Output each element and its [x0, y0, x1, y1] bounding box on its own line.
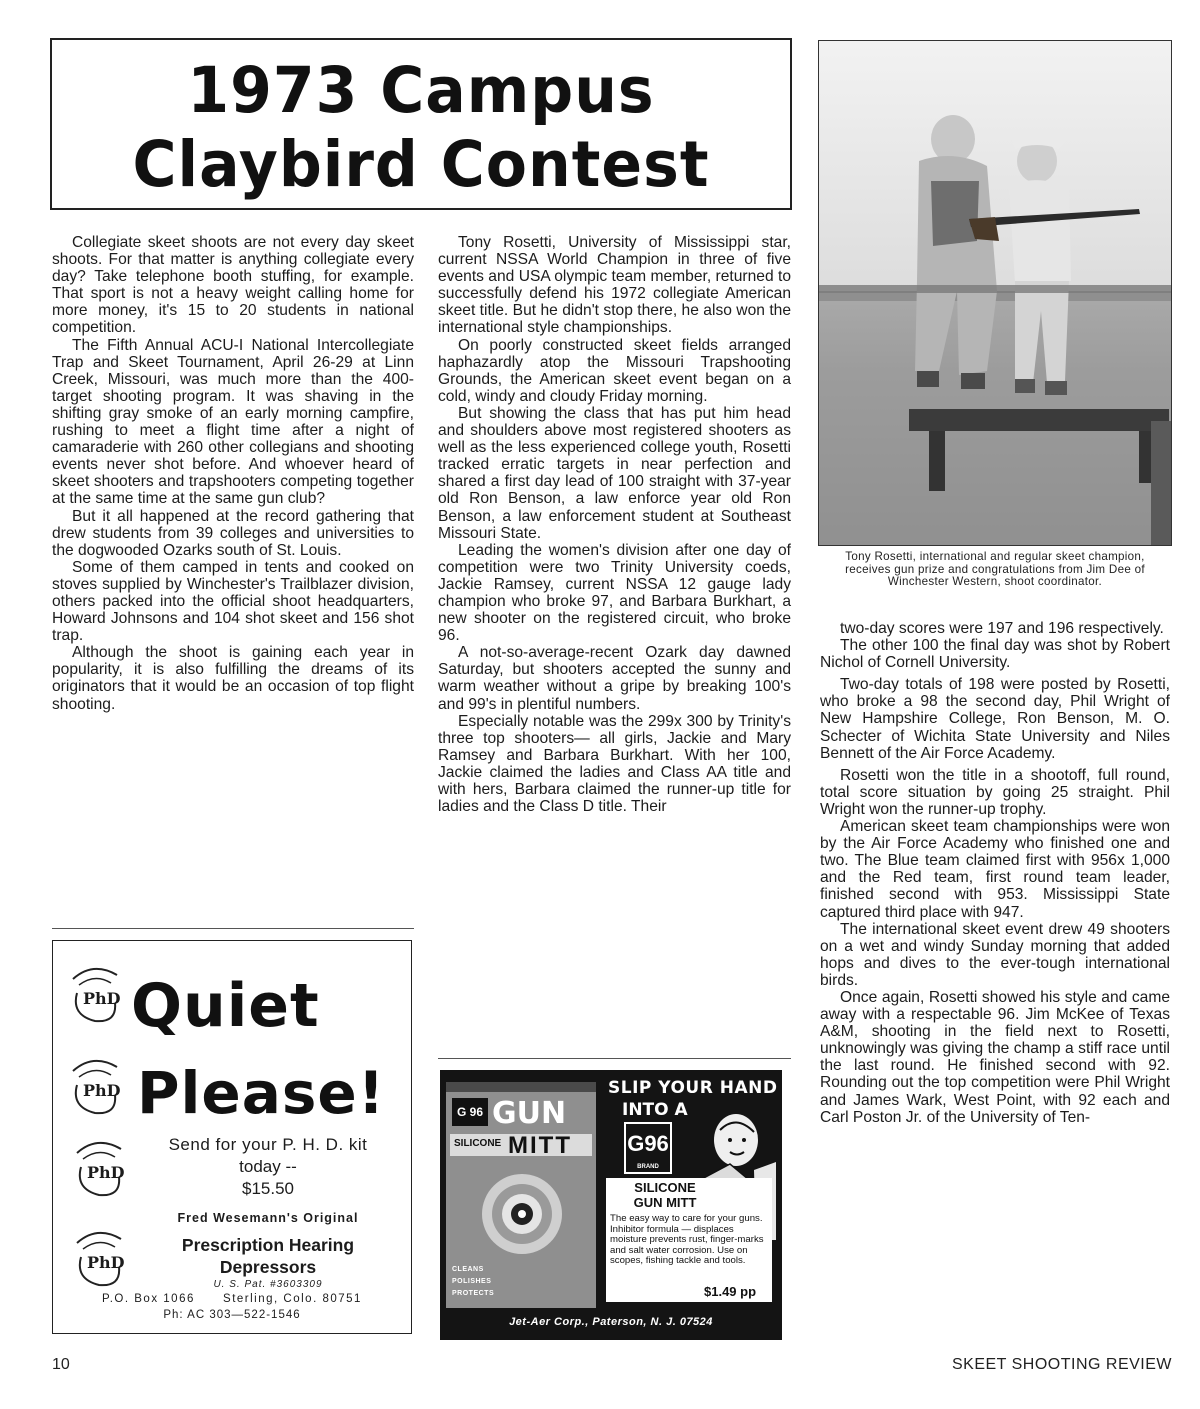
phd-logo-mark: PhD	[87, 1163, 125, 1182]
package-protects: PROTECTS	[452, 1290, 495, 1297]
package-polishes: POLISHES	[452, 1278, 492, 1285]
paragraph: Especially notable was the 299x 300 by Trinity's three top shooters— all girls, Jackie and Mary Ramsey and Barbara Burkhart. With her 100, Jackie claimed the ladies and Class AA title and with hers, Barbara claimed the runner-up title for ladies and the Class D title. Their	[438, 712, 791, 816]
g96-silicone-gun-mitt-advertisement	[440, 1070, 782, 1340]
quiet-please-advertisement	[52, 940, 412, 1334]
package-mitt-word: MITT	[508, 1132, 572, 1159]
paragraph: Collegiate skeet shoots are not every day skeet shoots. For that matter is anything collegiate every day? Take telephone booth stuffing, for example. That sport is not a heavy weight calling home for more money, it's 15 to 20 students in national competition.	[52, 234, 414, 337]
headline-line-1: 1973 Campus	[187, 54, 655, 128]
price: $15.50	[242, 1179, 294, 1198]
package-g96-logo: G 96	[452, 1098, 488, 1126]
headline-into-a: INTO A	[622, 1100, 688, 1120]
mitt-package	[446, 1082, 596, 1308]
phd-logo-mark: PhD	[83, 989, 121, 1008]
g96-brand-text: G96	[627, 1131, 669, 1156]
phone-number: Ph: AC 303—522-1546	[163, 1309, 301, 1321]
photo-caption: Tony Rosetti, international and regular skeet champion, receives gun prize and congratulations from Jim Dee of Winchester Western, shoot coordinator.	[845, 550, 1145, 589]
phd-logo-mark: PhD	[83, 1081, 121, 1100]
article-column-2	[438, 234, 791, 815]
send-line-2: today --	[239, 1157, 297, 1176]
paragraph: But it all happened at the record gathering that drew students from 39 colleges and universities to the dogwooded Ozarks south of St. Louis.	[52, 507, 414, 559]
g96-brand-logo	[624, 1122, 672, 1174]
paragraph: But showing the class that has put him head and shoulders above most registered shooters as well as the less experienced college youth, Rosetti tracked erratic targets in near perfection and shared a first day lead of 100 straight with 37-year old Ron Benson, a law enforce year old Ron Benson, a law enforcement student at Southeast Missouri State.	[438, 404, 791, 542]
paragraph: American skeet team championships were won by the Air Force Academy who finished one and two. The Blue team claimed first with 956x 1,000 and the Red team, first round team leader, finished second with 953. Mississippi State captured third place with 947.	[820, 818, 1170, 921]
paragraph: Rosetti won the title in a shootoff, full round, total score situation by going 25 straight. Phil Wright won the runner-up trophy.	[820, 766, 1170, 818]
paragraph: The Fifth Annual ACU-I National Intercollegiate Trap and Skeet Tournament, April 26-29 at Linn Creek, Missouri, was much more than the 400-target shooting program. It was shaving in the shifting gray smoke of an early morning campfire, rushing to meet a flight time after a night of camaraderie with 260 other collegians and shooting events never shot before. And whoever heard of skeet shooters and trapshooters competing together at the same time at the same gun club?	[52, 336, 414, 508]
company-line: Jet-Aer Corp., Paterson, N. J. 07524	[509, 1316, 713, 1328]
mailing-address: P.O. Box 1066 Sterling, Colo. 80751	[102, 1293, 362, 1305]
patent-number: U. S. Pat. #3603309	[213, 1279, 323, 1290]
quiet-word: Quiet	[131, 971, 320, 1041]
paragraph: The international skeet event drew 49 shooters on a wet and windy Sunday morning that added hops and dives to the ever-tough international birds.	[820, 920, 1170, 989]
product-line-1: Prescription Hearing	[181, 1235, 355, 1255]
paragraph: Some of them camped in tents and cooked on stoves supplied by Winchester's Trailblazer division, others packed into the official shoot headquarters, Howard Johnsons and 104 shot skeet and 156 shot trap.	[52, 558, 414, 645]
page-number: 10	[52, 1356, 70, 1373]
package-gun-word: GUN	[492, 1096, 567, 1131]
paragraph: Tony Rosetti, University of Mississippi star, current NSSA World Champion in three of five events and USA olympic team member, returned to successfully defend his 1972 collegiate American skeet title. But he didn't stop there, he also won the international style championships.	[438, 234, 791, 337]
magazine-name: SKEET SHOOTING REVIEW	[951, 1356, 1172, 1373]
original-line: Fred Wesemann's Original	[177, 1211, 359, 1225]
paragraph: The other 100 the final day was shot by Robert Nichol of Cornell University.	[820, 637, 1170, 672]
target-graphic-icon	[480, 1172, 564, 1256]
product-price: $1.49 pp	[704, 1284, 757, 1299]
photo-rosetti-award	[818, 40, 1172, 546]
photo-illustration	[819, 41, 1171, 545]
paragraph: Two-day totals of 198 were posted by Rosetti, who broke a 98 the second day, Phil Wright of New Hampshire College, Ron Benson, M. O. Schecter of Wichita State University and Niles Bennett of the Air Force Academy.	[820, 676, 1170, 762]
phd-logo-mark: PhD	[87, 1253, 125, 1272]
please-word: Please!	[137, 1059, 386, 1127]
headline-slip-your-hand: SLIP YOUR HAND	[608, 1078, 778, 1098]
paragraph: A not-so-average-recent Ozark day dawned Saturday, but shooters accepted the sunny and warm weather without a gripe by breaking 100's and 99's in plentiful numbers.	[438, 644, 791, 713]
paragraph: two-day scores were 197 and 196 respectively.	[840, 620, 1164, 637]
send-line: Send for your P. H. D. kit	[168, 1135, 368, 1154]
package-silicone-word: SILICONE	[454, 1138, 502, 1149]
package-top-band	[446, 1082, 596, 1092]
article-column-3	[820, 620, 1170, 1126]
paragraph: On poorly constructed skeet fields arranged haphazardly atop the Missouri Trapshooting Grounds, the American skeet event began on a cold, windy and cloudy Friday morning.	[438, 336, 791, 405]
paragraph: Although the shoot is gaining each year in popularity, it is also fulfilling the dreams of its originators that it would be an occasion of top flight shooting.	[52, 644, 414, 713]
article-column-1	[52, 234, 414, 713]
headline-line-2: Claybird Contest	[132, 128, 710, 202]
product-name-line-1: SILICONE	[634, 1180, 696, 1195]
package-cleans: CLEANS	[452, 1266, 484, 1273]
paragraph: Once again, Rosetti showed his style and came away with a respectable 96. Jim McKee of Texas A&M, shooting in the field next to Rosetti, unknowingly was giving the champ a stiff race until the last round. He finished second with 92. Rounding out the top competition were Phil Wright and James Wark, West Point, with 92 each and Carl Poston Jr. of the University of Ten-	[820, 988, 1170, 1126]
headline-box	[50, 38, 792, 210]
product-line-2: Depressors	[219, 1257, 317, 1277]
product-description: The easy way to care for your guns. Inhibitor formula — displaces moisture prevents rust, finger-marks and salt water corrosion. Use on scopes, fishing tackle and tools.	[610, 1213, 764, 1267]
divider-rule	[52, 928, 414, 929]
product-name-line-2: GUN MITT	[633, 1195, 697, 1210]
paragraph: Leading the women's division after one day of competition were two Trinity University coeds, Jackie Ramsey, current NSSA 12 gauge lady champion who broke 97, and Barbara Burkhart, a new shooter on the registered circuit, who broke 96.	[438, 541, 791, 645]
g96-brand-small: BRAND	[637, 1164, 659, 1170]
divider-rule	[438, 1058, 791, 1059]
product-text-panel	[606, 1178, 772, 1302]
